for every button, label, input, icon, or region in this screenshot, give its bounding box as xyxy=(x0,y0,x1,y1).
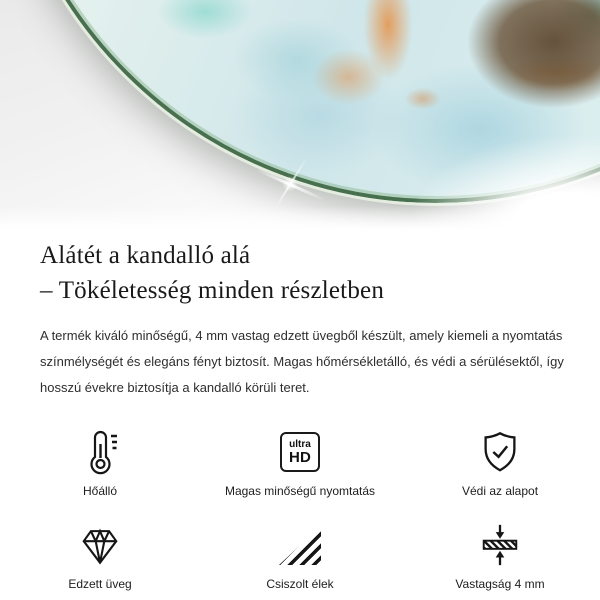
feature-polished-edges xyxy=(200,522,400,591)
feature-label: Hőálló xyxy=(82,484,118,498)
ultra-hd-text-top: ultra xyxy=(289,439,311,450)
photo-bottom-fade xyxy=(0,206,600,232)
feature-label: Csiszolt élek xyxy=(266,577,334,591)
description-line: A termék kiváló minőségű, 4 mm vastag edzett üvegből készült, amely kiemeli a nyomtatás xyxy=(40,328,563,343)
thickness-icon xyxy=(477,522,523,568)
shield-check-icon xyxy=(477,429,523,475)
page-title-line2: – Tökéletesség minden részletben xyxy=(40,277,385,304)
feature-label: Magas minőségű nyomtatás xyxy=(224,484,376,498)
description-line: színmélységét és elegáns fényt biztosít. Magas hőmérsékletálló, és védi a sérülésektől, így xyxy=(40,354,564,369)
polished-edges-icon xyxy=(279,522,321,568)
diamond-icon xyxy=(77,522,123,568)
ultra-hd-box xyxy=(280,432,320,472)
description-line: hosszú évekre biztosítja a kandalló körüli teret. xyxy=(40,380,310,395)
ultra-hd-text-bottom: HD xyxy=(288,449,312,466)
page-title-line1: Alátét a kandalló alá xyxy=(40,242,251,269)
feature-label: Vastagság 4 mm xyxy=(455,577,545,591)
feature-thickness xyxy=(400,522,600,591)
product-description xyxy=(40,323,564,401)
feature-protects-base xyxy=(400,429,600,498)
product-content xyxy=(0,238,600,591)
thermometer-icon xyxy=(78,429,122,475)
feature-tempered-glass xyxy=(0,522,200,591)
feature-label: Védi az alapot xyxy=(461,484,539,498)
page-title xyxy=(40,238,560,308)
feature-heat-resistant xyxy=(0,429,200,498)
glass-disc xyxy=(0,0,600,203)
feature-label: Edzett üveg xyxy=(68,577,132,591)
product-photo xyxy=(0,0,600,232)
feature-print-quality xyxy=(200,429,400,498)
feature-grid xyxy=(0,429,600,591)
ultra-hd-badge-icon xyxy=(280,429,320,475)
striped-triangle xyxy=(279,525,321,565)
